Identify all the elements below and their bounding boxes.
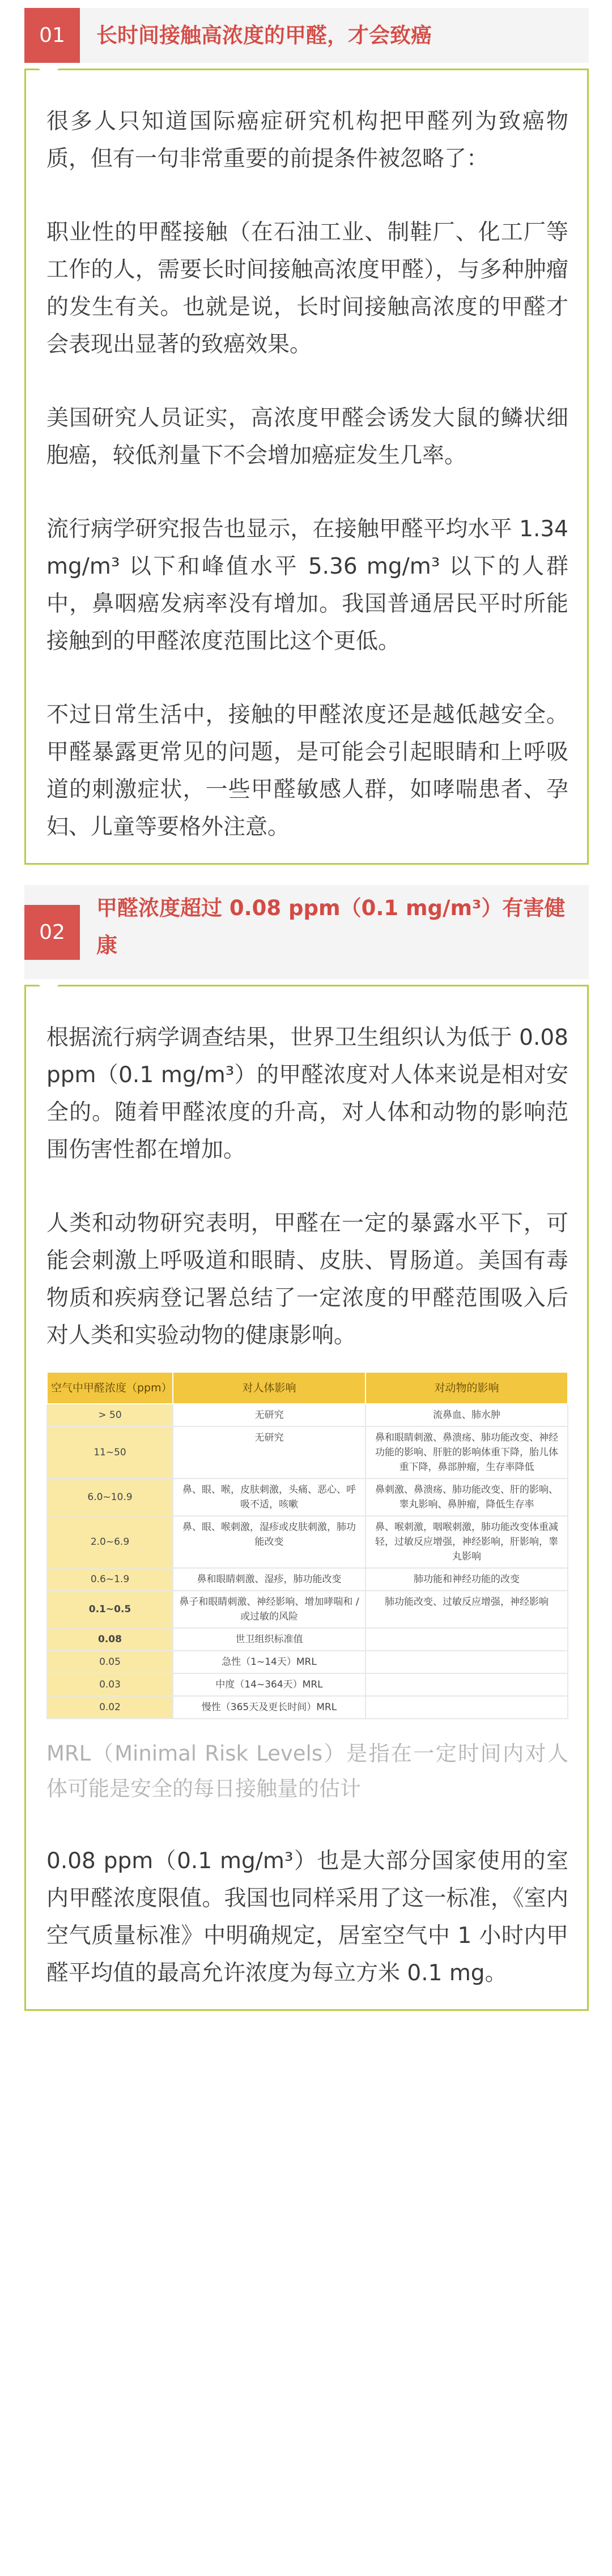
section-2-paragraph: 0.08 ppm（0.1 mg/m³）也是大部分国家使用的室内甲醛浓度限值。我国也同样采用了这一标准，《室内空气质量标准》中明确规定，居室空气中 1 小时内甲醛平均值的最高允许浓度为每立方米 0.1 mg。 — [46, 1848, 568, 1986]
table-cell-animal — [366, 1651, 568, 1673]
table-cell-human: 中度（14~364天）MRL — [173, 1673, 366, 1696]
table-cell-human: 世卫组织标准值 — [173, 1628, 366, 1651]
table-cell-level: 6.0~10.9 — [47, 1479, 173, 1516]
table-cell-level: > 50 — [47, 1404, 173, 1426]
table-cell-human: 慢性（365天及更长时间）MRL — [173, 1696, 366, 1719]
table-row — [47, 1696, 568, 1719]
table-cell-level: 0.6~1.9 — [47, 1568, 173, 1591]
table-row — [47, 1568, 568, 1591]
section-1 — [24, 8, 589, 865]
table-header-animal: 对动物的影响 — [366, 1372, 568, 1404]
section-2-paragraph: 人类和动物研究表明，甲醛在一定的暴露水平下，可能会刺激上呼吸道和眼睛、皮肤、胃肠道。美国有毒物质和疾病登记署总结了一定浓度的甲醛范围吸入后对人类和实验动物的健康影响。 — [46, 1211, 568, 1348]
table-cell-animal: 鼻刺激、鼻溃疡、肺功能改变、肝的影响、睾丸影响、鼻肿瘤，降低生存率 — [366, 1479, 568, 1516]
table-cell-animal: 流鼻血、肺水肿 — [366, 1404, 568, 1426]
section-2 — [24, 885, 589, 2011]
table-header-human: 对人体影响 — [173, 1372, 366, 1404]
formaldehyde-effects-table-wrapper — [46, 1372, 568, 1719]
table-row — [47, 1651, 568, 1673]
table-cell-human: 无研究 — [173, 1426, 366, 1479]
table-row — [47, 1404, 568, 1426]
table-cell-level: 0.1~0.5 — [47, 1591, 173, 1628]
table-row — [47, 1628, 568, 1651]
table-cell-animal — [366, 1696, 568, 1719]
table-row — [47, 1426, 568, 1479]
table-header-row — [47, 1372, 568, 1404]
section-1-paragraph: 不过日常生活中，接触的甲醛浓度还是越低越安全。甲醛暴露更常见的问题，是可能会引起眼睛和上呼吸道的刺激症状，一些甲醛敏感人群，如哮喘患者、孕妇、儿童等要格外注意。 — [46, 702, 568, 840]
table-cell-human: 急性（1~14天）MRL — [173, 1651, 366, 1673]
table-cell-animal — [366, 1628, 568, 1651]
section-1-number-badge: 01 — [24, 8, 80, 63]
section-2-card — [24, 985, 589, 2011]
section-2-title: 甲醛浓度超过 0.08 ppm（0.1 mg/m³）有害健康 — [96, 896, 566, 958]
table-cell-human: 鼻、眼、喉刺激，湿疹或皮肤刺激，肺功能改变 — [173, 1516, 366, 1568]
table-cell-human: 鼻、眼、喉，皮肤刺激，头痛、恶心、呼吸不适，咳嗽 — [173, 1479, 366, 1516]
table-cell-animal: 鼻、喉刺激，咽喉刺激，肺功能改变体重减轻，过敏反应增强，神经影响，肝影响，睾丸影响 — [366, 1516, 568, 1568]
table-cell-level: 2.0~6.9 — [47, 1516, 173, 1568]
table-cell-animal — [366, 1673, 568, 1696]
section-1-card — [24, 69, 589, 865]
table-cell-level: 0.02 — [47, 1696, 173, 1719]
table-row — [47, 1591, 568, 1628]
table-row — [47, 1479, 568, 1516]
table-cell-human: 鼻和眼睛刺激、湿疹，肺功能改变 — [173, 1568, 366, 1591]
table-row — [47, 1516, 568, 1568]
section-1-paragraph: 美国研究人员证实，高浓度甲醛会诱发大鼠的鳞状细胞癌，较低剂量下不会增加癌症发生几率。 — [46, 405, 568, 468]
section-1-paragraph: 职业性的甲醛接触（在石油工业、制鞋厂、化工厂等工作的人，需要长时间接触高浓度甲醛），与多种肿瘤的发生有关。也就是说，长时间接触高浓度的甲醛才会表现出显著的致癌效果。 — [46, 220, 568, 357]
section-2-number-badge: 02 — [24, 905, 80, 960]
section-1-paragraph: 流行病学研究报告也显示，在接触甲醛平均水平 1.34 mg/m³ 以下和峰值水平 5.36 mg/m³ 以下的人群中，鼻咽癌发病率没有增加。我国普通居民平时所能接触到的甲醛浓度范围比这个更低。 — [46, 516, 568, 654]
section-1-title: 长时间接触高浓度的甲醛，才会致癌 — [96, 23, 432, 48]
table-cell-animal: 鼻和眼睛刺激、鼻溃疡、肺功能改变、神经功能的影响、肝脏的影响体重下降，胎儿体重下降，鼻部肿瘤，生存率降低 — [366, 1426, 568, 1479]
table-header-concentration: 空气中甲醛浓度（ppm） — [47, 1372, 173, 1404]
table-cell-animal: 肺功能改变、过敏反应增强，神经影响 — [366, 1591, 568, 1628]
section-2-header — [24, 885, 589, 979]
table-cell-human: 无研究 — [173, 1404, 366, 1426]
table-cell-animal: 肺功能和神经功能的改变 — [366, 1568, 568, 1591]
table-cell-level: 0.05 — [47, 1651, 173, 1673]
section-2-paragraph: 根据流行病学调查结果，世界卫生组织认为低于 0.08 ppm（0.1 mg/m³）的甲醛浓度对人体来说是相对安全的。随着甲醛浓度的升高，对人体和动物的影响范围伤害性都在增加。 — [46, 1025, 568, 1163]
table-cell-level: 11~50 — [47, 1426, 173, 1479]
table-row — [47, 1673, 568, 1696]
formaldehyde-effects-table — [46, 1372, 568, 1719]
table-cell-level: 0.08 — [47, 1628, 173, 1651]
section-1-paragraph: 很多人只知道国际癌症研究机构把甲醛列为致癌物质，但有一句非常重要的前提条件被忽略了： — [46, 109, 568, 172]
table-cell-human: 鼻子和眼睛刺激、神经影响、增加哮喘和 / 或过敏的风险 — [173, 1591, 366, 1628]
section-1-header — [24, 8, 589, 63]
table-cell-level: 0.03 — [47, 1673, 173, 1696]
mrl-caption: MRL（Minimal Risk Levels）是指在一定时间内对人体可能是安全的每日接触量的估计 — [46, 1741, 568, 1801]
